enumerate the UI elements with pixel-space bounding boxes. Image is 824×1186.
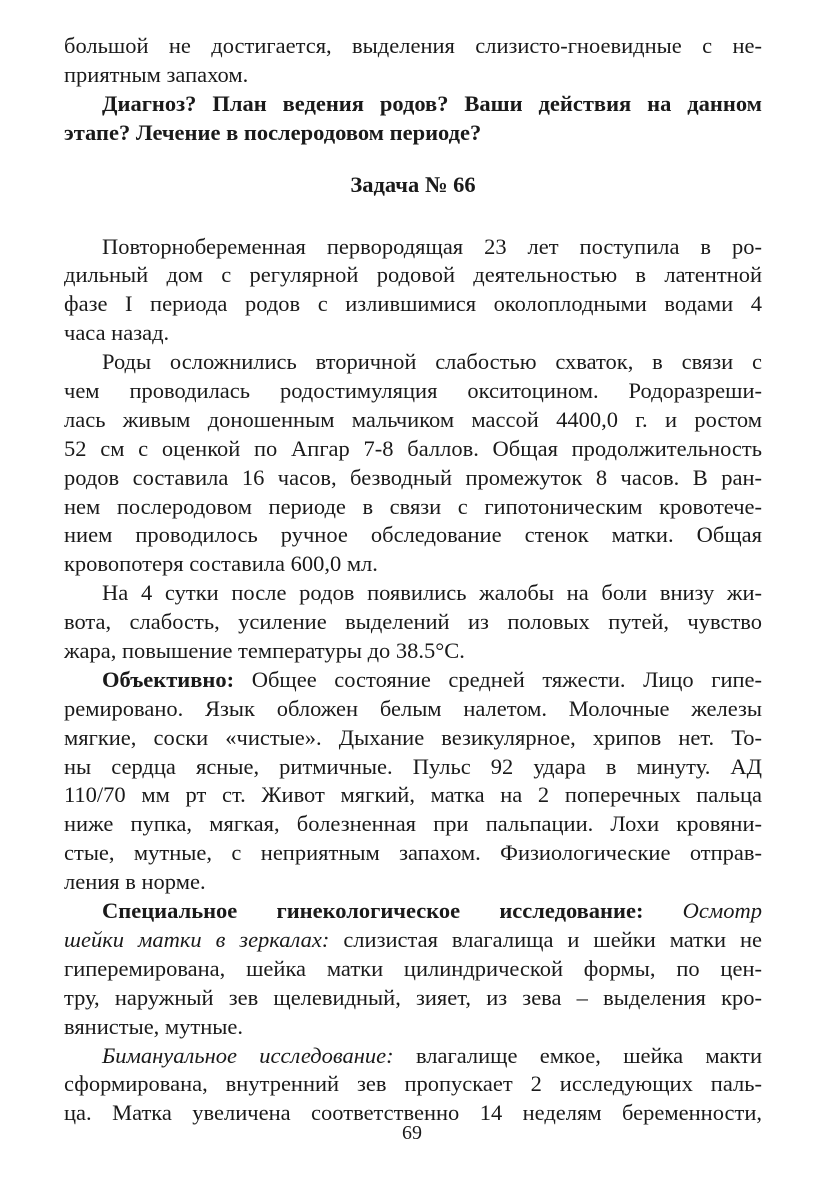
text-line — [64, 897, 762, 926]
text-line: Повторнобеременная первородящая 23 лет поступила в ро- — [102, 233, 762, 259]
paragraph-delivery — [64, 348, 762, 579]
paragraph-bimanual — [64, 1042, 762, 1129]
text-line: кровопотеря составила 600,0 мл. — [64, 551, 378, 577]
text-line — [64, 926, 762, 955]
text-line: ниже пупка, мягкая, болезненная при пальпации. Лохи кровяни- — [64, 811, 762, 837]
subsection-label: Осмотр — [682, 898, 763, 924]
paragraph-gyn-exam — [64, 897, 762, 1041]
text-line: ления в норме. — [64, 869, 206, 895]
section-label: Специальное гинекологическое исследование: — [102, 898, 644, 924]
text-line: 110/70 мм рт ст. Живот мягкий, матка на 2 поперечных пальца — [64, 782, 762, 808]
text-line: дильный дом с регулярной родовой деятельностью в латентной — [64, 262, 762, 288]
page-number: 69 — [402, 1122, 422, 1144]
text-line: ремировано. Язык обложен белым налетом. Молочные железы — [64, 695, 762, 721]
text-line: стые, мутные, с неприятным запахом. Физиологические отправ- — [64, 840, 762, 866]
text-line — [64, 1042, 762, 1071]
text-line: ца. Матка увеличена соответственно 14 неделям беременности, — [64, 1100, 762, 1126]
text-line: лась живым доношенным мальчиком массой 4400,0 г. и ростом — [64, 406, 762, 432]
subsection-label: шейки матки в зеркалах: — [64, 926, 330, 952]
text-line: тру, наружный зев щелевидный, зияет, из зева – выделения кро- — [64, 984, 762, 1010]
text-line: ны сердца ясные, ритмичные. Пульс 92 удара в минуту. АД — [64, 753, 762, 779]
questions-paragraph — [64, 90, 762, 148]
text-line: Роды осложнились вторичной слабостью схваток, в связи с — [102, 349, 762, 375]
text-line: часа назад. — [64, 320, 170, 346]
task-title: Задача № 66 — [350, 171, 476, 197]
paragraph-admission — [64, 233, 762, 349]
text-line: большой не достигается, выделения слизисто-гноевидные с не- — [64, 33, 762, 58]
text-line: чем проводилась родостимуляция окситоцином. Родоразреши- — [64, 378, 762, 404]
section-label: Объективно: — [102, 666, 235, 692]
text-line: нем послеродовом периоде в связи с гипотоническим кровотече- — [64, 493, 762, 519]
text-line: фазе I периода родов с излившимися околоплодными водами 4 — [64, 291, 762, 317]
text-line: этапе? Лечение в послеродовом периоде? — [64, 119, 482, 145]
text-line: Диагноз? План ведения родов? Ваши действия на данном — [102, 90, 762, 116]
text-fragment: слизистая влагалища и шейки матки не — [343, 926, 762, 952]
text-line: На 4 сутки после родов появились жалобы на боли внизу жи- — [102, 580, 762, 606]
text-line: нием проводилось ручное обследование стенок матки. Общая — [64, 522, 762, 548]
paragraph-complaints — [64, 579, 762, 666]
text-line: приятным запахом. — [64, 61, 249, 87]
carryover-paragraph — [64, 32, 762, 90]
text-line: сформирована, внутренний зев пропускает 2 исследующих паль- — [64, 1071, 762, 1097]
text-line: вянистые, мутные. — [64, 1013, 244, 1039]
text-line — [64, 666, 762, 695]
text-fragment: влагалище емкое, шейка макти — [415, 1042, 762, 1068]
text-fragment: Общее состояние средней тяжести. Лицо гипе- — [251, 666, 763, 692]
text-line: 52 см с оценкой по Апгар 7-8 баллов. Общая продолжительность — [64, 435, 762, 461]
text-line: мягкие, соски «чистые». Дыхание везикулярное, хрипов нет. То- — [64, 724, 762, 750]
text-line: жара, повышение температуры до 38.5°С. — [64, 638, 465, 664]
text-line: гиперемирована, шейка матки цилиндрической формы, по цен- — [64, 955, 762, 981]
text-line: родов составила 16 часов, безводный промежуток 8 часов. В ран- — [64, 464, 762, 490]
paragraph-objective — [64, 666, 762, 897]
text-line: вота, слабость, усиление выделений из половых путей, чувство — [64, 609, 762, 635]
subsection-label: Бимануальное исследование: — [102, 1042, 394, 1068]
